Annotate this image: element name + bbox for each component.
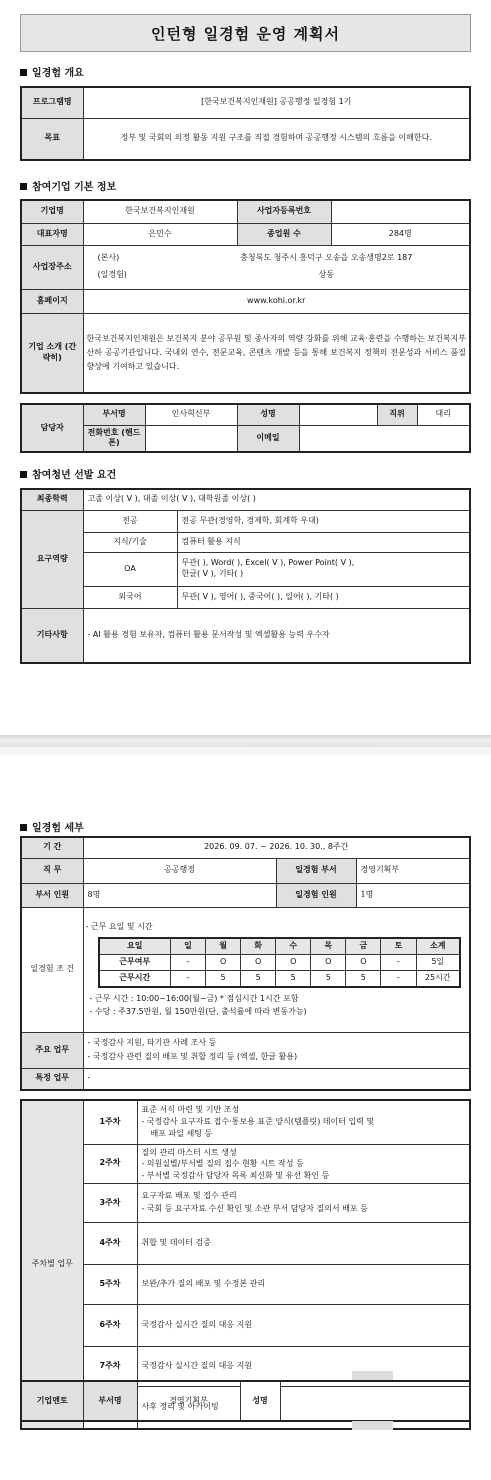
- redaction-mark: [352, 1421, 393, 1430]
- ceo-value: 은민수: [83, 223, 237, 245]
- employees-value: 284명: [331, 223, 470, 245]
- period-label: 기 간: [21, 837, 83, 858]
- schedule-cell: 5: [311, 971, 346, 987]
- schedule-cell: 5: [241, 971, 276, 987]
- reg-number-value: [331, 200, 470, 223]
- schedule-header-cell: 목: [311, 938, 346, 954]
- redaction-mark: [352, 1371, 393, 1380]
- site-tag: (일경험): [97, 270, 127, 279]
- schedule-header-cell: 일: [171, 938, 206, 954]
- details-table: [20, 836, 471, 1091]
- condition-note-pay: - 수당 : 주37.5만원, 월 150만원(단, 출석률에 따라 변동가능): [89, 1006, 307, 1016]
- education-value: 고졸 이상( V ), 대졸 이상( V ), 대학원졸 이상( ): [83, 489, 470, 510]
- contact-position-value: 대리: [417, 404, 470, 425]
- mentor-name-value: [280, 1381, 470, 1421]
- skill-label: 지식/기술: [83, 532, 177, 552]
- address-label: 사업장주소: [21, 245, 83, 289]
- condition-cell: [83, 907, 470, 1032]
- competency-label: 요구역량: [21, 510, 83, 608]
- week-tasks: 표준 서식 마련 및 기반 조성 - 국정감사 요구자료 접수·통보용 표준 양식(템플릿) 데이터 입력 및 배포 파일 세팅 등: [137, 1100, 470, 1144]
- page-2: [0, 755, 491, 1480]
- schedule-header-cell: 소계: [416, 938, 460, 954]
- language-value: 무관( V ), 영어( ), 중국어( ), 일어( ), 기타( ): [177, 586, 470, 608]
- company-table: [20, 199, 471, 394]
- condition-label: 일경험 조 건: [21, 907, 83, 1032]
- schedule-row-hours: [99, 971, 461, 987]
- schedule-cell: 25시간: [416, 971, 460, 987]
- schedule-cell: -: [381, 971, 416, 987]
- week-tasks: 국정감사 실시간 질의 대응 지원: [137, 1347, 470, 1387]
- week-row: [21, 1223, 470, 1265]
- schedule-table: [98, 937, 462, 987]
- square-bullet-icon: [20, 183, 27, 190]
- schedule-cell: O: [206, 955, 241, 971]
- schedule-cell: -: [171, 955, 206, 971]
- square-bullet-icon: [20, 471, 27, 478]
- contact-dept-value: 인사혁신부: [145, 404, 237, 425]
- employees-label: 종업원 수: [237, 223, 331, 245]
- contact-email-value: [299, 425, 470, 452]
- week-number: 7주차: [83, 1347, 137, 1387]
- mentor-dept-value: 경영기획부: [137, 1381, 240, 1421]
- reg-number-label: 사업자등록번호: [237, 200, 331, 223]
- schedule-header-cell: 토: [381, 938, 416, 954]
- week-number: 4주차: [83, 1223, 137, 1265]
- schedule-cell: 근무시간: [99, 971, 171, 987]
- oa-label: OA: [83, 552, 177, 586]
- overview-table: [20, 86, 471, 161]
- hq-address: 충청북도 청주시 흥덕구 오송읍 오송생명2로 187: [240, 253, 413, 263]
- week-row: [21, 1144, 470, 1184]
- homepage-link[interactable]: www.kohi.or.kr: [83, 289, 470, 313]
- schedule-row-workdays: [99, 955, 461, 971]
- schedule-cell: 5: [206, 971, 241, 987]
- schedule-header-cell: 화: [241, 938, 276, 954]
- duty-value: 공공행정: [83, 858, 276, 883]
- schedule-cell: O: [241, 955, 276, 971]
- contact-label: 담당자: [21, 404, 83, 452]
- staff-value: 8명: [83, 883, 276, 907]
- contact-phone-value: [145, 425, 237, 452]
- schedule-cell: 5: [276, 971, 311, 987]
- contact-phone-label: 전화번호 (핸드폰): [83, 425, 145, 452]
- square-bullet-icon: [20, 824, 27, 831]
- period-value: 2026. 09. 07. ~ 2026. 10. 30., 8주간: [83, 837, 470, 858]
- week-tasks: 보완/추가 질의 배포 및 수정본 관리: [137, 1265, 470, 1305]
- main-duty-label: 주요 업무: [21, 1032, 83, 1068]
- intro-label: 기업 소개 (간략히): [21, 313, 83, 393]
- schedule-cell: O: [346, 955, 381, 971]
- document-title: 인턴형 일경험 운영 계획서: [20, 14, 471, 52]
- week-number: 2주차: [83, 1144, 137, 1184]
- special-duty-label: 특정 업무: [21, 1068, 83, 1090]
- week-row: [21, 1100, 470, 1144]
- week-row: [21, 1184, 470, 1223]
- main-duty-value: - 국정감사 지원, 타기관 사례 조사 등 - 국정감사 관련 질의 배포 및 취합 정리 등 (엑셀, 한글 활용): [83, 1032, 470, 1068]
- mentor-name-label: 성명: [240, 1381, 280, 1421]
- etc-value: - AI 활용 경험 보유자, 컴퓨터 활용 문서작성 및 엑셀활용 능력 우수자: [83, 608, 470, 663]
- address-value: [83, 245, 470, 289]
- site-address: 상동: [318, 270, 334, 279]
- duty-label: 직 무: [21, 858, 83, 883]
- week-tasks: 국정감사 실시간 질의 대응 지원: [137, 1305, 470, 1347]
- company-name-value: 한국보건복지인재원: [83, 200, 237, 223]
- page-break: [0, 735, 491, 747]
- week-row: [21, 1305, 470, 1347]
- mentor-table: [20, 1380, 471, 1422]
- square-bullet-icon: [20, 69, 27, 76]
- week-row: [21, 1265, 470, 1305]
- company-name-label: 기업명: [21, 200, 83, 223]
- page-1: [0, 0, 491, 735]
- contact-email-label: 이메일: [237, 425, 299, 452]
- mentor-label: 기업멘토: [21, 1381, 83, 1421]
- major-value: 전공 무관(경영학, 경제학, 회계학 우대): [177, 510, 470, 532]
- contact-name-value: [299, 404, 377, 425]
- schedule-cell: -: [171, 971, 206, 987]
- contact-table: [20, 403, 471, 453]
- schedule-header-cell: 수: [276, 938, 311, 954]
- page-break-spacer: [0, 747, 491, 755]
- requirements-table: [20, 488, 471, 664]
- intro-value: 한국보건복지인재원은 보건복지 분야 공무원 및 종사자의 역량 강화를 위해 교육·훈련을 수행하는 보건복지부 산하 공공기관입니다. 국내외 연수, 전문교육, 콘텐츠 개발 등을 통해 보건복지 정책의 전문성과 서비스 품질 향상에 기여하고 있습니다.: [83, 313, 470, 393]
- week-tasks: 질의 관리 마스터 시트 생성 - 의원실별/부서별 질의 접수 현황 시트 작성 등 - 부서별 국정감사 담당자 목록 최신화 및 유선 확인 등: [137, 1144, 470, 1184]
- schedule-cell: 근무여부: [99, 955, 171, 971]
- etc-label: 기타사항: [21, 608, 83, 663]
- week-number: 5주차: [83, 1265, 137, 1305]
- week-number: 6주차: [83, 1305, 137, 1347]
- week-number: 1주차: [83, 1100, 137, 1144]
- contact-name-label: 성명: [237, 404, 299, 425]
- schedule-cell: O: [311, 955, 346, 971]
- week-tasks: 요구자료 배포 및 접수 관리 - 국회 등 요구자료 수신 확인 및 소관 부서 담당자 질의서 배포 등: [137, 1184, 470, 1223]
- intern-count-label: 일경험 인원: [276, 883, 356, 907]
- schedule-cell: 5일: [416, 955, 460, 971]
- section-details-heading: 일경험 세부: [20, 819, 84, 834]
- schedule-cell: 5: [346, 971, 381, 987]
- oa-value: 무관( ), Word( ), Excel( V ), Power Point( V ), 한글( V ), 기타( ): [177, 552, 470, 586]
- program-value: [한국보건복지인재원] 공공행정 일경험 1기: [83, 87, 470, 118]
- work-dept-label: 일경험 부서: [276, 858, 356, 883]
- week-number: 3주차: [83, 1184, 137, 1223]
- section-company-heading: 참여기업 기본 정보: [20, 178, 116, 193]
- education-label: 최종학력: [21, 489, 83, 510]
- contact-position-label: 직위: [377, 404, 417, 425]
- schedule-cell: O: [276, 955, 311, 971]
- staff-label: 부서 인원: [21, 883, 83, 907]
- major-label: 전공: [83, 510, 177, 532]
- hq-tag: (본사): [97, 253, 120, 263]
- program-label: 프로그램명: [21, 87, 83, 118]
- ceo-label: 대표자명: [21, 223, 83, 245]
- language-label: 외국어: [83, 586, 177, 608]
- section-overview-heading: 일경험 개요: [20, 64, 84, 79]
- week-tasks: 사후 정리 및 아카이빙: [137, 1387, 470, 1429]
- schedule-header-cell: 금: [346, 938, 381, 954]
- section-requirements-heading: 참여청년 선발 요건: [20, 466, 116, 481]
- intern-count-value: 1명: [356, 883, 470, 907]
- schedule-header-cell: 요일: [99, 938, 171, 954]
- condition-note-hours: - 근무 시간 : 10:00~16:00(월~금) * 점심시간 1시간 포함: [89, 993, 299, 1003]
- work-dept-value: 경영기획부: [356, 858, 470, 883]
- goal-value: 정부 및 국회의 의정 활동 지원 구조를 직접 경험하며 공공행정 시스템의 흐름을 이해한다.: [83, 118, 470, 160]
- contact-dept-label: 부서명: [83, 404, 145, 425]
- homepage-label: 홈페이지: [21, 289, 83, 313]
- week-tasks: 취합 및 데이터 검증: [137, 1223, 470, 1265]
- schedule-cell: -: [381, 955, 416, 971]
- condition-intro: - 근무 요일 및 시간: [85, 921, 153, 931]
- special-duty-value: -: [83, 1068, 470, 1090]
- mentor-dept-label: 부서명: [83, 1381, 137, 1421]
- weekly-label: 주차별 업무: [21, 1100, 83, 1429]
- schedule-header-row: [99, 938, 461, 954]
- skill-value: 컴퓨터 활용 지식: [177, 532, 470, 552]
- goal-label: 목표: [21, 118, 83, 160]
- schedule-header-cell: 월: [206, 938, 241, 954]
